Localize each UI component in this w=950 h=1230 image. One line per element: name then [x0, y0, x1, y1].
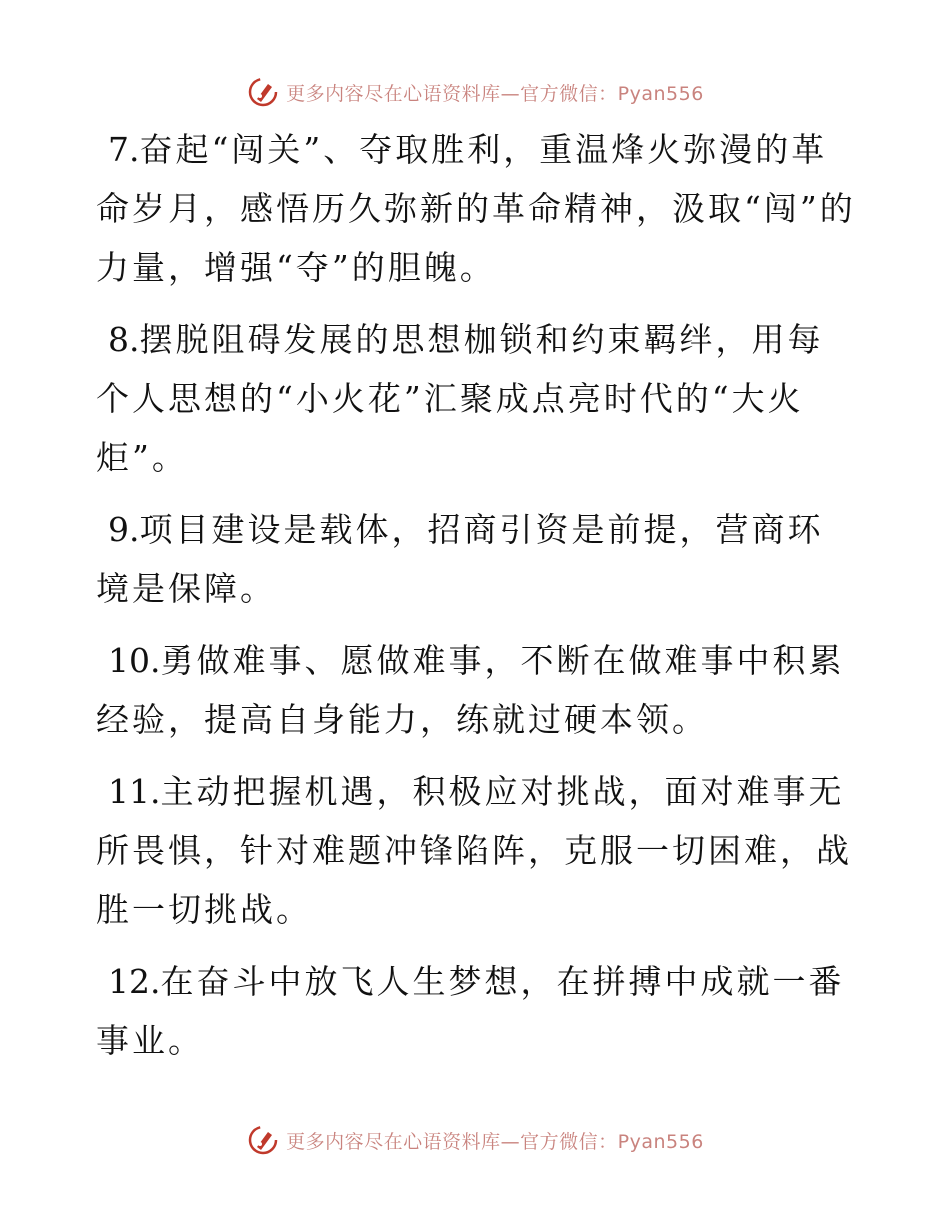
pen-nib-logo-icon [246, 1123, 280, 1157]
footer-watermark [0, 1120, 950, 1160]
paragraph-12 [96, 952, 856, 1070]
watermark-text: 更多内容尽在心语资料库—官方微信：Pyan556 [286, 82, 704, 105]
paragraph-text: 主动把握机遇，积极应对挑战，面对难事无所畏惧，针对难题冲锋陷阵，克服一切困难，战胜一切挑战。 [96, 772, 852, 929]
header-watermark [0, 72, 950, 112]
paragraph-text: 在奋斗中放飞人生梦想，在拼搏中成就一番事业。 [96, 962, 845, 1060]
paragraph-number: 10. [108, 641, 161, 680]
paragraph-10 [96, 631, 856, 749]
paragraph-number: 7. [108, 130, 140, 169]
paragraph-text: 奋起“闯关”、夺取胜利，重温烽火弥漫的革命岁月，感悟历久弥新的革命精神，汲取“闯”的力量，增强“夺”的胆魄。 [96, 130, 856, 287]
paragraph-text: 勇做难事、愿做难事，不断在做难事中积累经验，提高自身能力，练就过硬本领。 [96, 641, 845, 739]
paragraph-number: 11. [108, 772, 161, 811]
paragraph-number: 8. [108, 320, 140, 359]
watermark-text: 更多内容尽在心语资料库—官方微信：Pyan556 [286, 1130, 704, 1153]
paragraph-11 [96, 762, 856, 939]
paragraph-number: 12. [108, 962, 161, 1001]
document-body [96, 120, 856, 1083]
paragraph-9 [96, 500, 856, 618]
paragraph-8 [96, 310, 856, 487]
paragraph-text: 摆脱阻碍发展的思想枷锁和约束羁绊，用每个人思想的“小火花”汇聚成点亮时代的“大火炬”。 [96, 320, 824, 477]
paragraph-number: 9. [108, 510, 140, 549]
pen-nib-logo-icon [246, 75, 280, 109]
paragraph-text: 项目建设是载体，招商引资是前提，营商环境是保障。 [96, 510, 824, 608]
paragraph-7 [96, 120, 856, 297]
